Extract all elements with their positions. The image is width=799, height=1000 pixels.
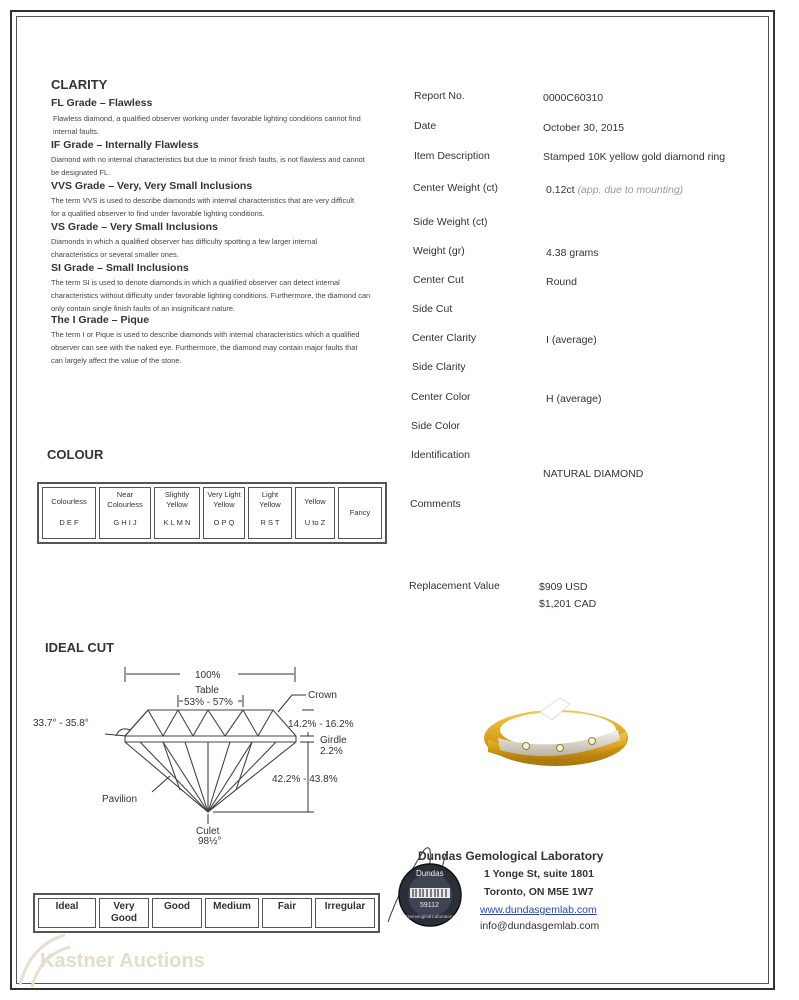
colour-title: COLOUR (47, 447, 104, 462)
ring-diamond (523, 743, 530, 750)
field-label-date: Date (414, 120, 437, 132)
watermark-logo (10, 925, 205, 995)
clarity-grade-i: The I Grade – Pique (51, 314, 150, 326)
crown-angle-label: 33.7° - 35.8° (33, 718, 89, 729)
lab-name: Dundas Gemological Laboratory (418, 849, 604, 863)
field-value-date: October 30, 2015 (543, 122, 625, 134)
crown-height-label: 14.2% - 16.2% (288, 719, 354, 730)
ring-photo (470, 690, 640, 790)
field-label-weight: Weight (gr) (413, 245, 465, 257)
colour-cell (295, 487, 335, 539)
field-label-side-cut: Side Cut (412, 303, 453, 315)
cut-grade-medium: Medium (205, 898, 259, 928)
culet-label: Culet (196, 826, 220, 837)
field-label-item-description: Item Description (414, 150, 490, 162)
replacement-value-cad: $1,201 CAD (539, 598, 597, 610)
field-label-side-weight: Side Weight (ct) (413, 216, 488, 228)
colour-cell-name: Very Light Yellow (207, 490, 241, 509)
field-label-center-clarity: Center Clarity (412, 332, 477, 344)
lab-address-line2: Toronto, ON M5E 1W7 (484, 886, 594, 898)
colour-cell (154, 487, 200, 539)
field-label-center-color: Center Color (411, 391, 471, 403)
crown-pointer (278, 695, 306, 712)
center-weight-note: (app. due to mounting) (577, 184, 684, 196)
lab-address-line1: 1 Yonge St, suite 1801 (484, 868, 594, 880)
colour-cell-code: K L M N (163, 518, 191, 527)
cut-grade-irregular: Irregular (315, 898, 375, 928)
clarity-desc-i: The term I or Pique is used to describe diamonds with internal characteristics which a qualified observer can see with the naked eye. Furthermore, the diamond may contain major faults that can largely affect the value of the stone. (51, 330, 360, 365)
pavilion-label: Pavilion (102, 794, 138, 805)
colour-cell-code: G H I J (113, 518, 137, 527)
field-label-center-weight: Center Weight (ct) (413, 182, 498, 194)
crown-label: Crown (308, 690, 337, 701)
lab-website-link[interactable]: www.dundasgemlab.com (480, 904, 597, 916)
clarity-title: CLARITY (51, 77, 108, 92)
colour-cell (42, 487, 96, 539)
colour-scale-table (37, 482, 387, 544)
field-value-center-weight (546, 184, 683, 196)
lab-email[interactable]: info@dundasgemlab.com (480, 920, 600, 932)
colour-cell-name: Slightly Yellow (164, 490, 190, 509)
field-value-center-cut: Round (546, 276, 577, 288)
replacement-value-label: Replacement Value (409, 580, 500, 592)
culet-pct-label: 98½° (198, 836, 222, 847)
colour-cell-code: D E F (59, 518, 79, 527)
field-label-side-clarity: Side Clarity (412, 361, 466, 373)
field-label-identification: Identification (411, 449, 470, 461)
cut-grade-ideal: Ideal (38, 898, 96, 928)
colour-cell-name: Yellow (304, 497, 326, 506)
field-value-center-clarity: I (average) (546, 334, 597, 346)
table-pct-label: 53% - 57% (184, 697, 233, 708)
field-value-center-color: H (average) (546, 393, 602, 405)
field-label-report-no: Report No. (414, 90, 465, 102)
field-value-weight: 4.38 grams (546, 247, 599, 259)
clarity-desc-fl: Flawless diamond, a qualified observer working under favorable lighting conditions cannot find internal faults. (53, 114, 361, 136)
seal-ring-text: Gemological Laboratory (406, 914, 454, 919)
field-value-identification: NATURAL DIAMOND (543, 468, 644, 480)
replacement-value-usd: $909 USD (539, 581, 588, 593)
colour-cell (99, 487, 151, 539)
colour-cell-name: Near Colourless (107, 490, 143, 509)
ring-diamond (557, 745, 564, 752)
seal-number: 59112 (420, 902, 439, 909)
center-weight-value: 0.12ct (546, 184, 575, 196)
colour-cell-name: Colourless (51, 497, 87, 506)
diamond-diagram (30, 660, 380, 850)
clarity-grade-vvs: VVS Grade – Very, Very Small Inclusions (51, 180, 253, 192)
field-value-item-description: Stamped 10K yellow gold diamond ring (543, 151, 726, 163)
clarity-grade-fl: FL Grade – Flawless (51, 97, 153, 109)
field-value-report-no: 0000C60310 (543, 92, 604, 104)
pavilion-pointer (152, 776, 170, 792)
table-label: Table (195, 685, 219, 696)
diamond-outline (125, 710, 296, 812)
colour-cell-name: Light Yellow (259, 490, 281, 509)
clarity-grade-if: IF Grade – Internally Flawless (51, 139, 199, 151)
clarity-desc-vvs: The term VVS is used to describe diamonds with internal characteristics that are very difficult for a qualified observer to find under favorable lighting conditions. (51, 196, 355, 218)
clarity-desc-si: The term SI is used to denote diamonds in which a qualified observer can detect internal characteristics without difficulty under favorable lighting conditions. Furthermore, the diamond can only contain single finish faults of an insignificant nature. (51, 278, 371, 313)
cut-grade-very-good: Very Good (99, 898, 149, 928)
cut-grade-good: Good (152, 898, 202, 928)
ideal-cut-title: IDEAL CUT (45, 640, 115, 655)
colour-cell (203, 487, 245, 539)
width-label: 100% (195, 670, 221, 681)
colour-cell-code: U to Z (304, 518, 326, 527)
clarity-desc-if: Diamond with no internal characteristics but due to minor finish faults, is not flawless and cannot be designated FL. (51, 155, 365, 177)
colour-cell-code: O P Q (213, 518, 235, 527)
ring-diamond (589, 738, 596, 745)
field-label-center-cut: Center Cut (413, 274, 464, 286)
watermark-text: Kastner Auctions (40, 950, 205, 972)
clarity-desc-vs: Diamonds in which a qualified observer has difficulty spotting a few larger internal characteristics or several smaller ones. (51, 237, 318, 259)
clarity-grade-vs: VS Grade – Very Small Inclusions (51, 221, 218, 233)
field-label-side-color: Side Color (411, 420, 461, 432)
field-label-comments: Comments (410, 498, 461, 510)
pavilion-depth-label: 42.2% - 43.8% (272, 774, 338, 785)
cut-grade-fair: Fair (262, 898, 312, 928)
colour-cell-code: R S T (260, 518, 280, 527)
clarity-grade-si: SI Grade – Small Inclusions (51, 262, 189, 274)
colour-cell (338, 487, 382, 539)
colour-cell (248, 487, 292, 539)
girdle-pct-label: 2.2% (320, 746, 343, 757)
seal-name: Dundas (416, 869, 444, 878)
girdle-label: Girdle (320, 735, 347, 746)
colour-cell-name: Fancy (349, 508, 371, 517)
